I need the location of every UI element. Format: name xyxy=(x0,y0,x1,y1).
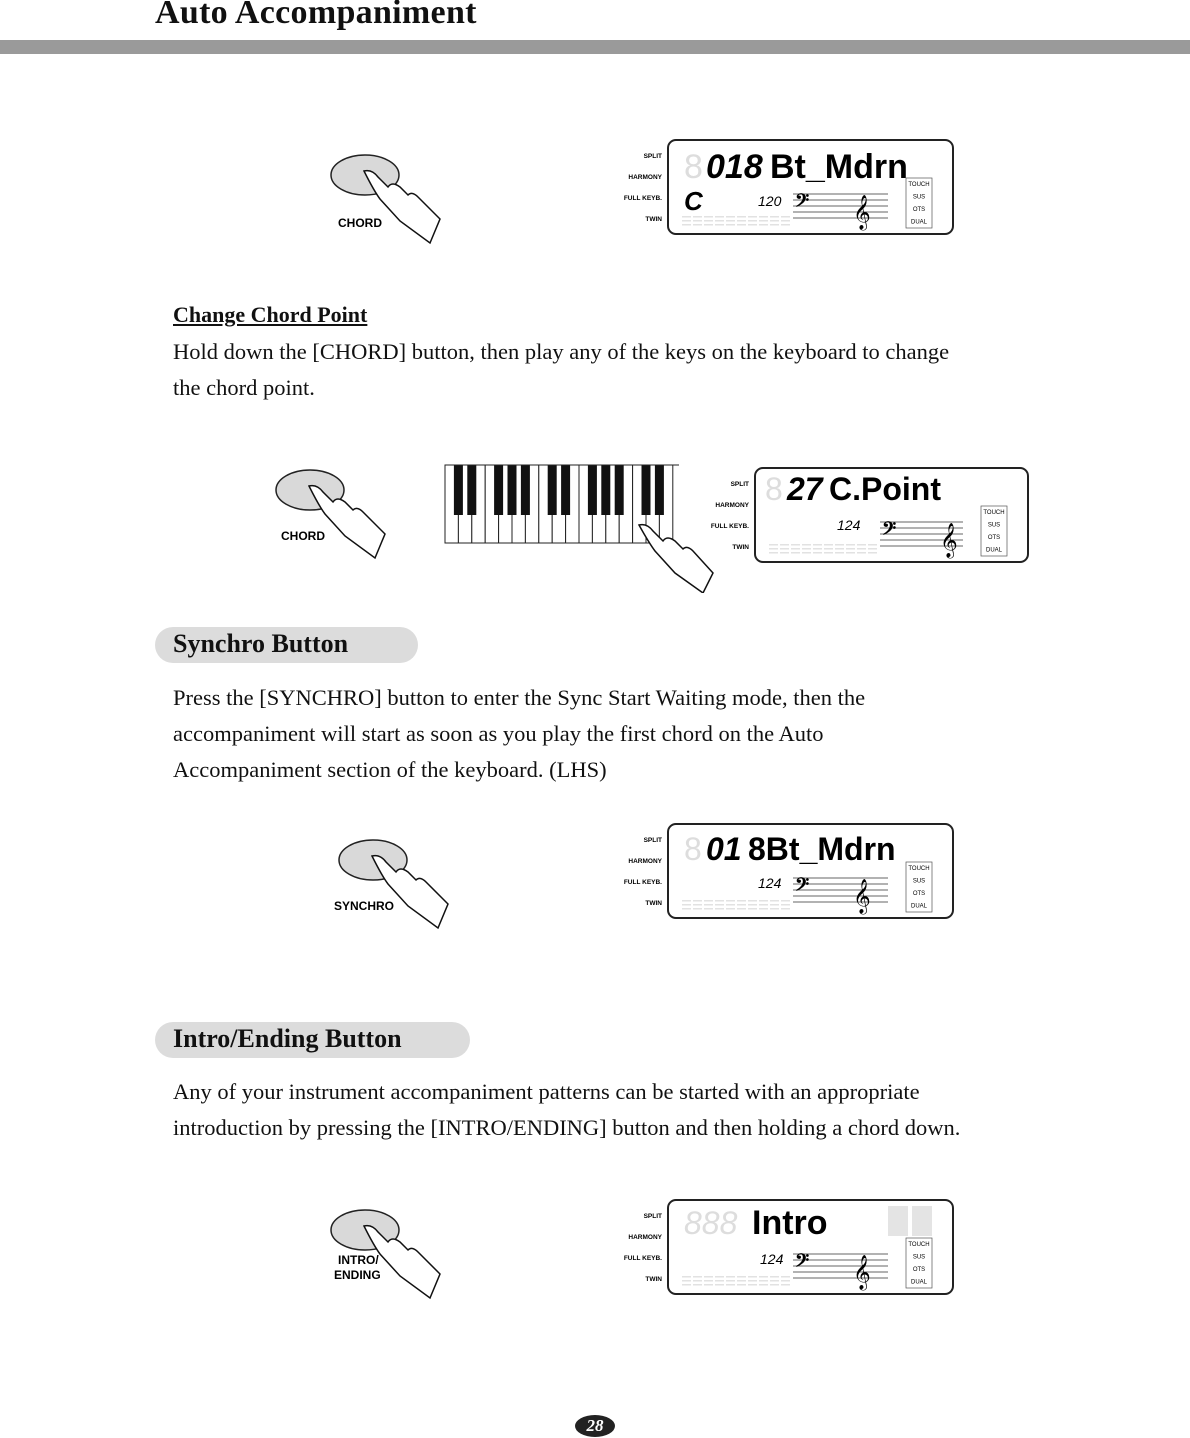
ghost-segment xyxy=(737,900,746,902)
ghost-segment xyxy=(737,220,746,222)
ghost-segment xyxy=(748,1284,757,1286)
ghost-segment xyxy=(748,1280,757,1282)
ghost-segment xyxy=(693,1276,702,1278)
pointing-hand-icon xyxy=(372,856,448,928)
ghost-segment xyxy=(748,900,757,902)
lcd-side-label: HARMONY xyxy=(628,1234,662,1241)
ghost-segment xyxy=(770,1280,779,1282)
ghost-segment xyxy=(748,224,757,226)
lcd-style-name: C.Point xyxy=(829,471,941,507)
black-key xyxy=(508,465,517,515)
ghost-segment xyxy=(759,1284,768,1286)
lcd-side-label: TWIN xyxy=(645,216,662,223)
ghost-segment xyxy=(802,548,811,550)
lcd-side-label: HARMONY xyxy=(628,174,662,181)
ghost-segment xyxy=(835,552,844,554)
intro-button-label-line1: INTRO/ xyxy=(338,1253,379,1267)
lcd-chord: C xyxy=(684,186,703,216)
ghost-segment xyxy=(693,904,702,906)
ghost-segment xyxy=(682,224,691,226)
paragraph-line: introduction by pressing the [INTRO/ENDING] button and then holding a chord down. xyxy=(173,1115,961,1140)
ghost-segment xyxy=(715,220,724,222)
lcd-right-label: SUS xyxy=(912,194,926,201)
ghost-segment xyxy=(813,544,822,546)
lcd-tempo: 124 xyxy=(758,875,782,891)
ghost-segment xyxy=(748,216,757,218)
lcd-prefix: 8 xyxy=(684,148,703,186)
ghost-segment xyxy=(813,552,822,554)
treble-clef-icon: 𝄞 xyxy=(853,196,871,229)
ghost-segment xyxy=(835,544,844,546)
synchro-button-label: SYNCHRO xyxy=(334,899,395,913)
chord-button-label: CHORD xyxy=(338,216,382,230)
ghost-segment xyxy=(726,216,735,218)
ghost-segment xyxy=(770,1276,779,1278)
ghost-segment xyxy=(781,908,790,910)
chord-button-figure-2 xyxy=(255,460,405,560)
ghost-segment xyxy=(693,1280,702,1282)
ghost-segment xyxy=(704,904,713,906)
paragraph-line: Any of your instrument accompaniment patterns can be started with an appropriate xyxy=(173,1079,920,1104)
ghost-segment xyxy=(748,908,757,910)
ghost-segment xyxy=(770,900,779,902)
bass-clef-icon: 𝄢 xyxy=(882,518,897,543)
ghost-segment xyxy=(682,1284,691,1286)
ghost-segment xyxy=(868,548,877,550)
ghost-segment xyxy=(770,1284,779,1286)
lcd-side-label: SPLIT xyxy=(643,1213,662,1220)
ghost-segment xyxy=(824,544,833,546)
ghost-segment xyxy=(857,544,866,546)
ghost-segment xyxy=(824,548,833,550)
ghost-segment xyxy=(780,552,789,554)
ghost-segment xyxy=(748,1276,757,1278)
ghost-segment xyxy=(781,1280,790,1282)
ghost-segment xyxy=(769,552,778,554)
lcd-prefix: 8 xyxy=(684,831,702,867)
ghost-segment xyxy=(726,904,735,906)
ghost-segment xyxy=(759,1276,768,1278)
lcd-side-label: TWIN xyxy=(645,1276,662,1283)
ghost-segment xyxy=(780,548,789,550)
lcd-right-label: TOUCH xyxy=(908,1242,930,1248)
lcd-side-label: HARMONY xyxy=(715,502,749,509)
ghost-segment xyxy=(748,220,757,222)
ghost-segment xyxy=(726,224,735,226)
lcd-style-name: 8Bt_Mdrn xyxy=(748,831,896,867)
lcd-right-label: TOUCH xyxy=(908,182,930,188)
section-heading-synchro xyxy=(155,627,418,663)
ghost-segment xyxy=(693,1284,702,1286)
lcd-side-label: SPLIT xyxy=(643,837,662,844)
ghost-segment xyxy=(715,900,724,902)
page-title: Auto Accompaniment xyxy=(155,0,477,31)
lcd-style-number: 01 xyxy=(706,831,742,867)
lcd-style-name: Bt_Mdrn xyxy=(770,148,908,186)
ghost-segment xyxy=(693,900,702,902)
ghost-segment xyxy=(857,548,866,550)
section-heading-text: Intro/Ending Button xyxy=(173,1024,402,1053)
bass-clef-icon: 𝄢 xyxy=(795,1250,810,1275)
ghost-segment xyxy=(737,1284,746,1286)
paragraph-line: the chord point. xyxy=(173,375,315,400)
lcd-side-label: FULL KEYB. xyxy=(623,1255,662,1262)
ghost-segment xyxy=(759,1280,768,1282)
ghost-segment xyxy=(682,220,691,222)
lcd-tempo: 124 xyxy=(760,1251,784,1267)
lcd-right-label: SUS xyxy=(912,878,926,885)
ghost-segment xyxy=(682,216,691,218)
ghost-segment xyxy=(682,908,691,910)
lcd-right-label: TOUCH xyxy=(983,510,1005,516)
lcd-prefix: 888 xyxy=(684,1205,738,1241)
paragraph-line: Hold down the [CHORD] button, then play any of the keys on the keyboard to change xyxy=(173,339,950,364)
ghost-segment xyxy=(693,224,702,226)
ghost-segment xyxy=(693,216,702,218)
ghost-segment xyxy=(704,900,713,902)
ghost-segment xyxy=(770,216,779,218)
ghost-segment xyxy=(715,1276,724,1278)
lcd-side-label: HARMONY xyxy=(628,858,662,865)
ghost-segment xyxy=(791,548,800,550)
intro-button-label-line2: ENDING xyxy=(334,1268,381,1282)
paragraph-line: accompaniment will start as soon as you play the first chord on the Auto xyxy=(173,721,824,746)
ghost-segment xyxy=(715,904,724,906)
ghost-segment xyxy=(781,220,790,222)
lcd-right-label: DUAL xyxy=(985,547,1003,554)
ghost-segment xyxy=(781,224,790,226)
chord-button-figure xyxy=(310,145,460,245)
ghost-segment xyxy=(704,1280,713,1282)
lcd-right-label: OTS xyxy=(912,891,926,897)
lcd-right-label: OTS xyxy=(987,535,1001,541)
lcd-tempo: 124 xyxy=(837,517,861,533)
ghost-segment xyxy=(846,552,855,554)
black-key xyxy=(494,465,503,515)
ghost-segment xyxy=(715,1284,724,1286)
ghost-segment xyxy=(780,544,789,546)
ghost-segment xyxy=(769,548,778,550)
ghost-segment xyxy=(802,544,811,546)
lcd-right-label: OTS xyxy=(912,207,926,213)
bass-clef-icon: 𝄢 xyxy=(795,190,810,215)
black-key xyxy=(454,465,463,515)
ghost-segment xyxy=(868,544,877,546)
ghost-segment xyxy=(759,224,768,226)
ghost-segment xyxy=(726,220,735,222)
lcd-style-name: Intro xyxy=(752,1204,828,1242)
ghost-segment xyxy=(781,904,790,906)
lcd-display-3 xyxy=(620,822,955,920)
ghost-segment xyxy=(748,904,757,906)
ghost-segment xyxy=(737,904,746,906)
ghost-segment xyxy=(759,220,768,222)
lcd-prefix: 8 xyxy=(765,471,783,507)
ghost-segment xyxy=(759,908,768,910)
ghost-segment xyxy=(846,544,855,546)
section-heading-intro-ending xyxy=(155,1022,470,1058)
black-key xyxy=(467,465,476,515)
treble-clef-icon: 𝄞 xyxy=(853,880,871,913)
black-key xyxy=(588,465,597,515)
ghost-segment xyxy=(682,904,691,906)
ghost-segment xyxy=(704,216,713,218)
lcd-side-label: FULL KEYB. xyxy=(623,879,662,886)
ghost-segment xyxy=(704,908,713,910)
lcd-right-label: DUAL xyxy=(910,903,928,910)
lcd-display-4 xyxy=(620,1198,955,1296)
black-key xyxy=(561,465,570,515)
ghost-segment xyxy=(737,216,746,218)
ghost-segment xyxy=(715,1280,724,1282)
lcd-side-label: SPLIT xyxy=(730,481,749,488)
ghost-segment xyxy=(682,900,691,902)
black-key xyxy=(655,465,664,515)
ghost-segment xyxy=(682,1276,691,1278)
ghost-segment xyxy=(770,220,779,222)
ghost-segment xyxy=(715,216,724,218)
lcd-right-label: SUS xyxy=(987,522,1001,529)
ghost-segment xyxy=(857,552,866,554)
ghost-segment xyxy=(769,544,778,546)
ghost-segment xyxy=(737,224,746,226)
ghost-segment xyxy=(726,1284,735,1286)
paragraph-line: Press the [SYNCHRO] button to enter the Sync Start Waiting mode, then the xyxy=(173,685,866,710)
ghost-segment xyxy=(791,544,800,546)
ghost-segment xyxy=(813,548,822,550)
chord-button-label: CHORD xyxy=(281,529,325,543)
black-key xyxy=(521,465,530,515)
black-key xyxy=(615,465,624,515)
black-key xyxy=(548,465,557,515)
bass-clef-icon: 𝄢 xyxy=(795,874,810,899)
lcd-style-number: 018 xyxy=(706,148,763,186)
lcd-right-label: DUAL xyxy=(910,219,928,226)
ghost-segment xyxy=(693,220,702,222)
lcd-display-1 xyxy=(620,138,955,236)
ghost-segment xyxy=(715,908,724,910)
section-heading-change-chord: Change Chord Point xyxy=(173,302,368,327)
ghost-segment xyxy=(781,1276,790,1278)
ghost-segment xyxy=(704,220,713,222)
pointing-hand-icon xyxy=(364,171,440,243)
ghost-segment xyxy=(704,1284,713,1286)
keyboard-figure xyxy=(443,463,723,593)
page-number: 28 xyxy=(575,1415,615,1437)
ghost-segment xyxy=(802,552,811,554)
lcd-side-label: SPLIT xyxy=(643,153,662,160)
ghost-segment xyxy=(781,1284,790,1286)
ghost-segment xyxy=(693,908,702,910)
ghost-segment xyxy=(737,1280,746,1282)
ghost-segment xyxy=(737,908,746,910)
lcd-right-label: DUAL xyxy=(910,1279,928,1286)
ghost-segment xyxy=(846,548,855,550)
ghost-segment xyxy=(726,1276,735,1278)
lcd-right-label: OTS xyxy=(912,1267,926,1273)
ghost-segment xyxy=(704,1276,713,1278)
synchro-text xyxy=(173,680,865,788)
ghost-segment xyxy=(759,900,768,902)
ghost-segment xyxy=(726,900,735,902)
ghost-segment xyxy=(715,224,724,226)
treble-clef-icon: 𝄞 xyxy=(940,524,958,557)
ghost-segment xyxy=(770,904,779,906)
section-heading-text: Synchro Button xyxy=(173,629,349,658)
ghost-segment xyxy=(770,224,779,226)
ghost-segment xyxy=(868,552,877,554)
black-key xyxy=(601,465,610,515)
ghost-segment xyxy=(781,216,790,218)
lcd-display-2 xyxy=(695,466,1030,564)
ghost-segment xyxy=(781,900,790,902)
lcd-side-label: TWIN xyxy=(645,900,662,907)
ghost-segment xyxy=(704,224,713,226)
intro-ending-text xyxy=(173,1074,960,1146)
pointing-hand-icon xyxy=(309,486,385,558)
paragraph-line: Accompaniment section of the keyboard. (LHS) xyxy=(173,757,607,782)
ghost-segment xyxy=(759,904,768,906)
ghost-segment xyxy=(759,216,768,218)
ghost-segment xyxy=(726,908,735,910)
lcd-right-label: SUS xyxy=(912,1254,926,1261)
lcd-side-label: FULL KEYB. xyxy=(623,195,662,202)
ghost-segment xyxy=(770,908,779,910)
change-chord-text xyxy=(173,334,949,406)
synchro-button-figure xyxy=(318,830,468,930)
treble-clef-icon: 𝄞 xyxy=(853,1256,871,1289)
lcd-side-label: TWIN xyxy=(732,544,749,551)
lcd-side-label: FULL KEYB. xyxy=(710,523,749,530)
ghost-segment xyxy=(824,552,833,554)
ghost-segment xyxy=(835,548,844,550)
black-key xyxy=(642,465,651,515)
lcd-tempo: 120 xyxy=(758,193,782,209)
ghost-segment xyxy=(682,1280,691,1282)
ghost-segment xyxy=(737,1276,746,1278)
title-divider xyxy=(0,40,1190,54)
intro-ending-button-figure xyxy=(310,1200,460,1300)
lcd-style-number: 27 xyxy=(787,471,823,507)
ghost-segment xyxy=(791,552,800,554)
ghost-segment xyxy=(726,1280,735,1282)
lcd-right-label: TOUCH xyxy=(908,866,930,872)
